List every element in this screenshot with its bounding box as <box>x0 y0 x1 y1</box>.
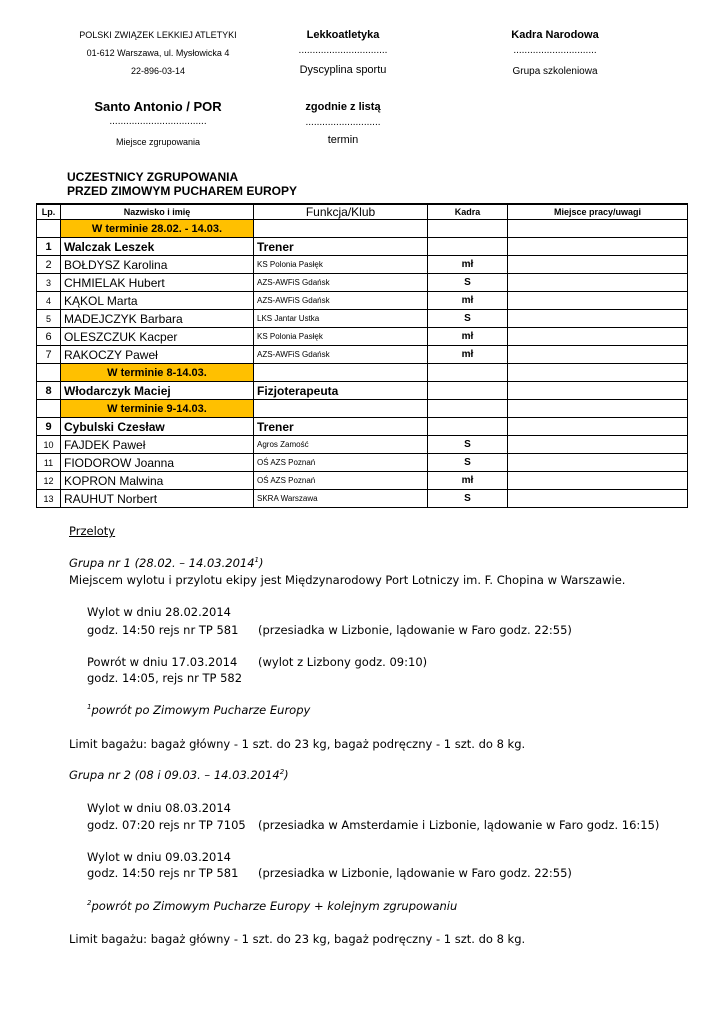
kadra-cell <box>428 238 508 256</box>
group2-flight2-date: Wylot w dniu 09.03.2014 <box>87 850 232 864</box>
group2-flight1-time: godz. 07:20 rejs nr TP 7105 <box>87 818 246 832</box>
table-row <box>37 274 688 292</box>
title-line-2: PRZED ZIMOWYM PUCHAREM EUROPY <box>67 184 298 198</box>
group1-footnote: $^1$powrót po Zimowym Pucharze Europy <box>87 703 311 717</box>
club-cell: AZS-AWFiS Gdańsk <box>254 346 428 364</box>
table-row <box>37 346 688 364</box>
term-cell: W terminie 8-14.03. <box>61 364 254 382</box>
club-cell: AZS-AWFiS Gdańsk <box>254 292 428 310</box>
lp-cell: 2 <box>37 256 61 274</box>
term-row <box>37 400 688 418</box>
term-row <box>37 220 688 238</box>
name-cell: KĄKOL Marta <box>61 292 254 310</box>
table-row <box>37 454 688 472</box>
kadra-cell: mł <box>428 472 508 490</box>
kadra-cell <box>428 418 508 436</box>
kadra-cell: mł <box>428 256 508 274</box>
name-cell: OLESZCZUK Kacper <box>61 328 254 346</box>
lp-cell: 12 <box>37 472 61 490</box>
name-cell: Walczak Leszek <box>61 238 254 256</box>
kadra-cell: mł <box>428 292 508 310</box>
discipline-value: Lekkoatletyka <box>306 29 380 41</box>
notes-cell <box>508 256 688 274</box>
group1-baggage: Limit bagażu: bagaż główny - 1 szt. do 23 kg, bagaż podręczny - 1 szt. do 8 kg. <box>69 737 526 751</box>
participants-table <box>36 203 688 508</box>
name-cell: RAUHUT Norbert <box>61 490 254 508</box>
lp-cell: 5 <box>37 310 61 328</box>
kadra-cell: S <box>428 436 508 454</box>
club-cell: KS Polonia Pasłęk <box>254 328 428 346</box>
name-cell: BOŁDYSZ Karolina <box>61 256 254 274</box>
notes-cell <box>508 490 688 508</box>
table-row <box>37 256 688 274</box>
group1-airport: Miejscem wylotu i przylotu ekipy jest Międzynarodowy Port Lotniczy im. F. Chopina w Warszawie. <box>69 573 626 587</box>
club-cell: OŚ AZS Poznań <box>254 472 428 490</box>
lp-cell <box>37 364 61 382</box>
group1-out-note: (przesiadka w Lizbonie, lądowanie w Faro godz. 22:55) <box>258 623 572 637</box>
lp-cell: 7 <box>37 346 61 364</box>
lp-cell <box>37 220 61 238</box>
name-cell: FIODOROW Joanna <box>61 454 254 472</box>
notes-cell <box>508 328 688 346</box>
name-cell: Cybulski Czesław <box>61 418 254 436</box>
table-body <box>37 220 688 508</box>
club-cell: AZS-AWFiS Gdańsk <box>254 274 428 292</box>
club-cell: LKS Jantar Ustka <box>254 310 428 328</box>
discipline-dots: ................................ <box>298 45 388 56</box>
group1-title: Grupa nr 1 (28.02. – 14.03.2014$^1$) <box>69 556 264 570</box>
group2-flight1-note: (przesiadka w Amsterdamie i Lizbonie, lądowanie w Faro godz. 16:15) <box>258 818 660 832</box>
group2-title: Grupa nr 2 (08 i 09.03. – 14.03.2014$^2$) <box>69 768 289 782</box>
col-name-header: Nazwisko i imię <box>61 204 254 220</box>
col-notes-header: Miejsce pracy/uwagi <box>508 204 688 220</box>
term-cell: W terminie 28.02. - 14.03. <box>61 220 254 238</box>
club-cell: KS Polonia Pasłęk <box>254 256 428 274</box>
notes-cell <box>508 364 688 382</box>
term-value: zgodnie z listą <box>305 101 381 113</box>
lp-cell: 4 <box>37 292 61 310</box>
kadra-cell: S <box>428 454 508 472</box>
club-cell: Agros Zamość <box>254 436 428 454</box>
lp-cell: 13 <box>37 490 61 508</box>
col-kadra-header: Kadra <box>428 204 508 220</box>
term-cell: W terminie 9-14.03. <box>61 400 254 418</box>
group1-return-note: (wylot z Lizbony godz. 09:10) <box>258 655 428 669</box>
col-role-header: Funkcja/Klub <box>254 204 428 220</box>
table-header-row <box>37 204 688 220</box>
group2-flight1-date: Wylot w dniu 08.03.2014 <box>87 801 232 815</box>
kadra-cell: mł <box>428 328 508 346</box>
flights-heading: Przeloty <box>69 524 116 538</box>
kadra-cell <box>428 400 508 418</box>
term-row <box>37 364 688 382</box>
table-row <box>37 328 688 346</box>
club-cell: OŚ AZS Poznań <box>254 454 428 472</box>
group1-out-date: Wylot w dniu 28.02.2014 <box>87 605 232 619</box>
table-row <box>37 382 688 400</box>
lp-cell: 11 <box>37 454 61 472</box>
name-cell: KOPRON Malwina <box>61 472 254 490</box>
kadra-cell: S <box>428 310 508 328</box>
place-value: Santo Antonio / POR <box>94 99 222 114</box>
lp-cell: 3 <box>37 274 61 292</box>
role-cell: Trener <box>254 418 428 436</box>
kadra-cell <box>428 364 508 382</box>
kadra-cell: S <box>428 274 508 292</box>
group-label: Grupa szkoleniowa <box>512 66 598 77</box>
notes-cell <box>508 238 688 256</box>
table-row <box>37 238 688 256</box>
lp-cell: 8 <box>37 382 61 400</box>
table-row <box>37 490 688 508</box>
lp-cell <box>37 400 61 418</box>
lp-cell: 10 <box>37 436 61 454</box>
group2-flight2-time: godz. 14:50 rejs nr TP 581 <box>87 866 239 880</box>
title-line-1: UCZESTNICY ZGRUPOWANIA <box>67 170 239 184</box>
group1-out-time: godz. 14:50 rejs nr TP 581 <box>87 623 239 637</box>
role-cell <box>254 220 428 238</box>
kadra-cell: S <box>428 490 508 508</box>
notes-cell <box>508 310 688 328</box>
group-value: Kadra Narodowa <box>511 29 599 41</box>
org-phone: 22-896-03-14 <box>130 66 186 76</box>
table-row <box>37 310 688 328</box>
name-cell: MADEJCZYK Barbara <box>61 310 254 328</box>
table-row <box>37 436 688 454</box>
group1-return-time: godz. 14:05, rejs nr TP 582 <box>87 671 243 685</box>
notes-cell <box>508 472 688 490</box>
group2-flight2-note: (przesiadka w Lizbonie, lądowanie w Faro godz. 22:55) <box>258 866 572 880</box>
document-title <box>67 170 297 198</box>
org-address: 01-612 Warszawa, ul. Mysłowicka 4 <box>86 48 230 58</box>
lp-cell: 1 <box>37 238 61 256</box>
notes-cell <box>508 274 688 292</box>
kadra-cell: mł <box>428 346 508 364</box>
group2-baggage: Limit bagażu: bagaż główny - 1 szt. do 23 kg, bagaż podręczny - 1 szt. do 8 kg. <box>69 932 526 946</box>
notes-cell <box>508 436 688 454</box>
notes-cell <box>508 382 688 400</box>
place-label: Miejsce zgrupowania <box>115 137 201 147</box>
group-dots: .............................. <box>513 45 597 56</box>
group2-footnote: $^2$powrót po Zimowym Pucharze Europy + kolejnym zgrupowaniu <box>87 899 458 913</box>
club-cell: SKRA Warszawa <box>254 490 428 508</box>
name-cell: Włodarczyk Maciej <box>61 382 254 400</box>
notes-cell <box>508 400 688 418</box>
notes-cell <box>508 292 688 310</box>
name-cell: FAJDEK Paweł <box>61 436 254 454</box>
org-name: POLSKI ZWIĄZEK LEKKIEJ ATLETYKI <box>79 30 237 40</box>
notes-cell <box>508 454 688 472</box>
notes-cell <box>508 220 688 238</box>
role-cell <box>254 364 428 382</box>
kadra-cell <box>428 382 508 400</box>
role-cell: Trener <box>254 238 428 256</box>
col-lp-header: Lp. <box>37 204 61 220</box>
table-row <box>37 418 688 436</box>
lp-cell: 6 <box>37 328 61 346</box>
term-dots: ........................... <box>305 117 381 128</box>
kadra-cell <box>428 220 508 238</box>
place-dots: ................................... <box>109 116 207 127</box>
role-cell <box>254 400 428 418</box>
table-row <box>37 472 688 490</box>
group1-return-date: Powrót w dniu 17.03.2014 <box>87 655 238 669</box>
lp-cell: 9 <box>37 418 61 436</box>
name-cell: RAKOCZY Paweł <box>61 346 254 364</box>
notes-cell <box>508 418 688 436</box>
discipline-label: Dyscyplina sportu <box>299 64 387 76</box>
term-label: termin <box>327 134 359 146</box>
table-row <box>37 292 688 310</box>
role-cell: Fizjoterapeuta <box>254 382 428 400</box>
notes-cell <box>508 346 688 364</box>
name-cell: CHMIELAK Hubert <box>61 274 254 292</box>
